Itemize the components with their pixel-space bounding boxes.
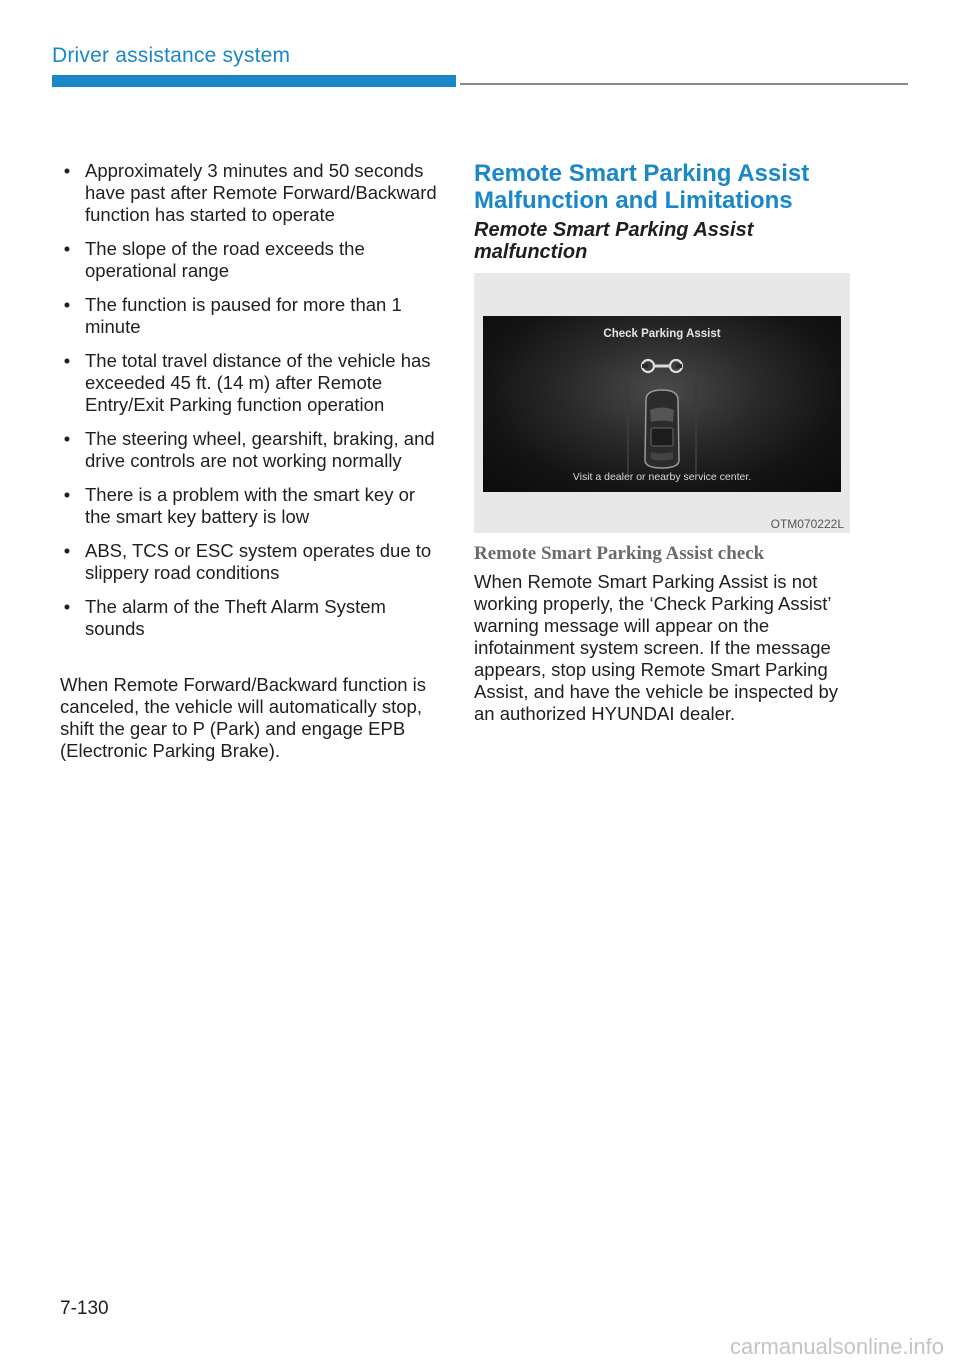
- screen-title: Check Parking Assist: [603, 328, 721, 340]
- infotainment-screen: [483, 316, 841, 492]
- bullet-icon: •: [63, 484, 71, 505]
- list-item: • The slope of the road exceeds the operational range: [60, 238, 440, 282]
- list-item: • The function is paused for more than 1 minute: [60, 294, 440, 338]
- list-item: • Approximately 3 minutes and 50 seconds have past after Remote Forward/Backward function has started to operate: [60, 160, 440, 226]
- bullet-icon: •: [63, 540, 71, 561]
- figure-code: OTM070222L: [770, 517, 844, 531]
- left-column: [60, 160, 440, 762]
- check-body: When Remote Smart Parking Assist is not working properly, the ‘Check Parking Assist’ warning message will appear on the infotainment system screen. If the message appears, stop using Remote Smart Parking Assist, and have the vehicle be inspected by an authorized HYUNDAI dealer.: [474, 571, 839, 724]
- bullet-icon: •: [63, 294, 71, 315]
- bullet-icon: •: [63, 350, 71, 371]
- list-item: • The total travel distance of the vehicle has exceeded 45 ft. (14 m) after Remote Entry/Exit Parking function operation: [60, 350, 440, 416]
- section-title: Driver assistance system: [52, 44, 291, 67]
- header-rule-thin: [460, 83, 908, 85]
- malfunction-heading: Remote Smart Parking Assist Malfunction and Limitations: [474, 160, 810, 214]
- right-column: [474, 160, 850, 725]
- list-item: • The steering wheel, gearshift, braking, and drive controls are not working normally: [60, 428, 440, 472]
- list-item: • ABS, TCS or ESC system operates due to slippery road conditions: [60, 540, 440, 584]
- list-item: • There is a problem with the smart key or the smart key battery is low: [60, 484, 440, 528]
- bullet-icon: •: [63, 238, 71, 259]
- cancel-conditions-list: [60, 160, 440, 640]
- page-number: 7-130: [60, 1298, 109, 1319]
- screen-message: Visit a dealer or nearby service center.: [572, 471, 752, 483]
- bullet-icon: •: [63, 428, 71, 449]
- watermark: carmanualsonline.info: [729, 1334, 944, 1359]
- cancel-note: When Remote Forward/Backward function is canceled, the vehicle will automatically stop, shift the gear to P (Park) and engage EPB (Electronic Parking Brake).: [60, 674, 427, 761]
- bullet-icon: •: [63, 596, 71, 617]
- header-rule-thick: [52, 75, 456, 87]
- wrench-icon: [640, 356, 684, 376]
- warning-figure: [474, 273, 850, 533]
- check-heading: Remote Smart Parking Assist check: [474, 543, 765, 564]
- car-top-view-icon: [622, 382, 702, 474]
- malfunction-subheading: Remote Smart Parking Assist malfunction: [474, 219, 754, 263]
- list-item: • The alarm of the Theft Alarm System sounds: [60, 596, 440, 640]
- bullet-icon: •: [63, 160, 71, 181]
